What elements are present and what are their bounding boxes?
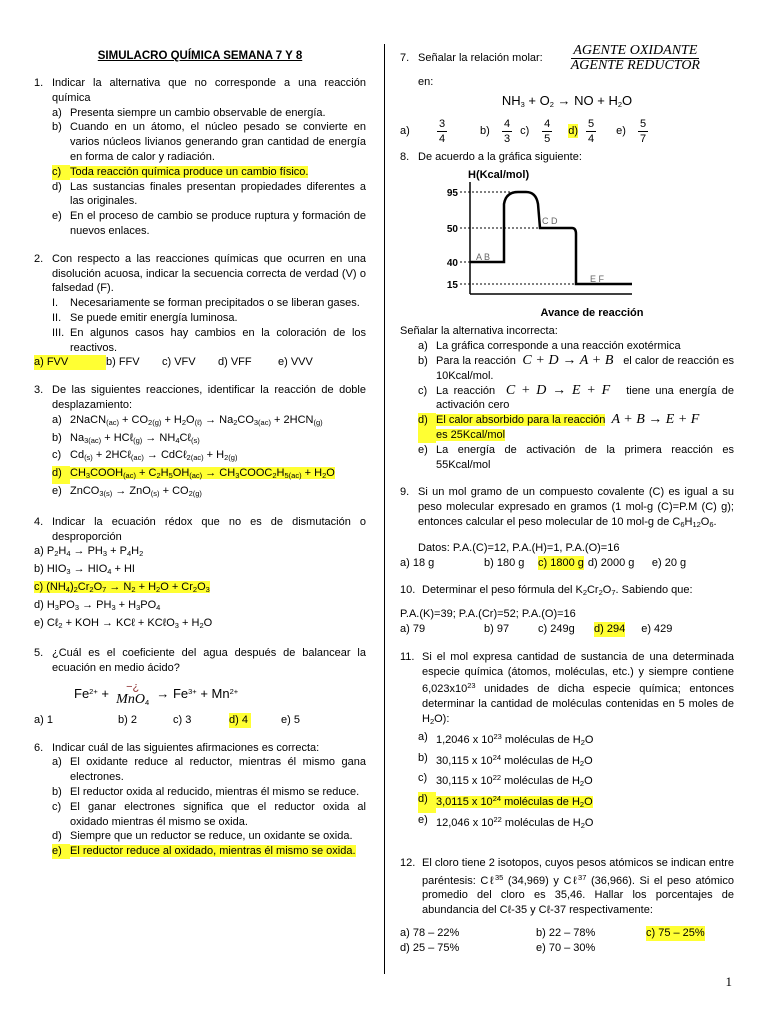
- question-11: 11. Si el mol expresa cantidad de sustancia de una determinada especie química (átomos, moléculas, etc.) y siempre contiene $6,023x10^{23}$ unidades de dicha especie química; entonces determinar la cantidad de moléculas contenidas en 5 moles de $H_2O$): a) 1,2046 x $10^{23}$ moléculas de $H_2O$ b) 30,115 x $10^{24}$ moléculas de $H_2O$ c) 30,115 x $10^{22}$ moléculas de $H_2O$ d) 3,0115 x $10^{24}$ moléculas de $H_2O$ e) 12,046 x $10^{22}$ moléculas de $H_2O$: [400, 650, 734, 834]
- option: e) 12,046 x $10^{22}$ moléculas de $H_2O$: [418, 813, 594, 830]
- option: c) La reacción C + D → E + F tiene una energía de activación cero: [418, 382, 734, 412]
- reaction: e) ZnCO$_{3(s)}$ → $ZnO_{(s)} + CO_{2(g)}$: [52, 484, 202, 498]
- option: d) Siempre que un reductor se reduce, un oxidante se oxida.: [52, 830, 353, 843]
- option-highlighted: d) El calor absorbido para la reacción A + B → E + F es 25Kcal/mol: [418, 412, 700, 441]
- statement: I. Necesariamente se forman precipitados o se liberan gases.: [52, 297, 360, 310]
- question-prompt: Señalar la alternativa incorrecta:: [400, 325, 558, 338]
- reaction: c) $Cd_{(s)}$ + 2HCℓ$_{(ac)}$ → CdCℓ$_{2(ac)}$ + $H_{2(g)}$: [52, 449, 238, 463]
- graph-xlabel: Avance de reacción: [540, 307, 644, 320]
- option: b) Cuando en un átomo, el núcleo pesado se convierte en varios núcleos livianos generando gran cantidad de energía en forma de calor y radiación.: [52, 121, 366, 163]
- option: a) 1,2046 x $10^{23}$ moléculas de $H_2O$: [418, 730, 594, 747]
- reaction: a) $P_2H_4 \to PH_3 + P_4H_2$: [34, 545, 144, 559]
- option: b) 30,115 x $10^{24}$ moléculas de $H_2O$: [418, 751, 593, 768]
- option: a) El oxidante reduce al reductor, mientras él mismo gana electrones.: [52, 756, 366, 784]
- question-3: 3. De las siguientes reacciones, identificar la reacción de doble desplazamiento: a) 2NaCN$_{(ac)}$ + $CO_{2(g)} + H_2O_{(\ell)} \to Na_2CO_{3(ac)} + 2HCN_{(g)}$ b) $Na_{3(ac)}$ + HCℓ$_{(g)}$ → $NH_4C\ell_{(s)}$ c) $Cd_{(s)}$ + 2HCℓ$_{(ac)}$ → CdCℓ$_{2(ac)}$ + $H_{2(g)}$ d) $CH_3COOH_{(ac)} + C_2H_5OH_{(ac)}$ → $CH_3COOC_2H_{5(ac)} + H_2O$ e) ZnCO$_{3(s)}$ → $ZnO_{(s)} + CO_{2(g)}$: [34, 383, 366, 502]
- reaction: d) $H_3PO_3 \to PH_3 + H_3PO_4$: [34, 598, 161, 612]
- reaction: b) $HIO_3 \to HIO_4$ + HI: [34, 563, 135, 577]
- answer-row: a) $\frac{3}{4}$ b) $\frac{4}{3}$ c) $\frac{4}{5}$ d) $\frac{5}{4}$ e) $\frac{5}{7}$: [400, 117, 647, 145]
- option-highlighted: d) 3,0115 x $10^{24}$ moléculas de $H_2O$: [418, 792, 734, 813]
- tick-15: 15: [446, 280, 458, 292]
- statement: II. Se puede emitir energía luminosa.: [52, 311, 238, 324]
- reaction-highlighted: d) $CH_3COOH_{(ac)} + C_2H_5OH_{(ac)}$ → $CH_3COOC_2H_{5(ac)} + H_2O$: [52, 466, 366, 484]
- reaction: b) $Na_{3(ac)}$ + HCℓ$_{(g)}$ → $NH_4C\ell_{(s)}$: [52, 431, 200, 445]
- answer-row: d) 25 – 75% e) 70 – 30%: [400, 941, 596, 954]
- question-7: 7. Señalar la relación molar: $\frac{\text{AGENTE OXIDANTE}}{\text{AGENTE REDUCTOR}}$ en: $NH_3 + O_2$ → NO + $H_2O$ a) $\frac{3}{4}$ b) $\frac{4}{3}$ c) $\frac{4}{5}$ d) $\frac{5}{4}$ e) $\frac{5}{7}$: [400, 44, 734, 146]
- reaction: $NH_3 + O_2$ → NO + $H_2O$: [501, 92, 633, 109]
- question-5: 5. ¿Cuál es el coeficiente del agua después de balancear la ecuación en medio ácido? $Fe^{2+}$ + −¿ $MnO_4 \to Fe^{3+} + Mn^{2+}$ a) 1 b) 2 c) 3 d) 4 e) 5: [34, 647, 366, 726]
- tick-40: 40: [446, 258, 458, 270]
- question-1: 1. Indicar la alternativa que no corresponde a una reacción química a) Presenta siempre un cambio observable de energía. b) Cuando en un átomo, el núcleo pesado se convierte en varios núcleos livianos generando gran cantidad de energía en forma de calor y radiación. c) Toda reacción química produce un cambio físico. d) Las sustancias finales presentan propiedades diferentes a las originales. e) En el proceso de cambio se produce ruptura y formación de nuevos enlaces.: [34, 77, 366, 237]
- energy-diagram: [422, 164, 722, 324]
- region-cd: C D: [542, 216, 558, 227]
- question-9: 9. Si un mol gramo de un compuesto covalente (C) es igual a su peso molecular expresado en gramos (1 mol-g (C)=P.M (C) g); entonces calcular el peso molecular de 10 mol-g de $C_6H_{12}O_6$. Datos: P.A.(C)=12, P.A.(H)=1, P.A.(O)=16 a) 18 g b) 180 g c) 1800 g d) 2000 g e) 20 g: [400, 486, 734, 569]
- molar-ratio: $\frac{\text{AGENTE OXIDANTE}}{\text{AGENTE REDUCTOR}}$: [570, 43, 700, 73]
- reaction: a) 2NaCN$_{(ac)}$ + $CO_{2(g)} + H_2O_{(\ell)} \to Na_2CO_{3(ac)} + 2HCN_{(g)}$: [52, 413, 323, 427]
- question-12: 12. El cloro tiene 2 isotopos, cuyos pesos atómicos se indican entre paréntesis: Cℓ$^{35}$ (34,969) y Cℓ$^{37}$ (36,966). Si el peso atómico promedio del cloro es 35,46. Hallar los porcentajes de abundancia del Cℓ-35 y Cℓ-37 respectivamente: a) 78 – 22% b) 22 – 78% c) 75 – 25% d) 25 – 75% e) 70 – 30%: [400, 856, 734, 954]
- answer-row: a) 18 g b) 180 g c) 1800 g d) 2000 g e) 20 g: [400, 556, 687, 569]
- region-ab: A B: [476, 252, 491, 263]
- option: a) La gráfica corresponde a una reacción exotérmica: [418, 340, 681, 353]
- statement: III. En algunos casos hay cambios en la coloración de los reactivos.: [52, 326, 366, 354]
- tick-95: 95: [446, 188, 458, 200]
- page-number: 1: [725, 974, 732, 989]
- tick-50: 50: [446, 224, 458, 236]
- right-column: [400, 44, 734, 968]
- option: b) Para la reacción C + D → A + B el calor de reacción es 10Kcal/mol.: [418, 352, 734, 382]
- answer-row: a) 1 b) 2 c) 3 d) 4 e) 5: [34, 713, 300, 726]
- reaction-curve: [470, 192, 632, 284]
- graph-ylabel: H(Kcal/mol): [468, 169, 530, 182]
- data-line: Datos: P.A.(C)=12, P.A.(H)=1, P.A.(O)=16: [418, 541, 620, 554]
- answer-row: a) FVV b) FFV c) VFV d) VFF e) VVV: [34, 356, 313, 369]
- option: c) El ganar electrones significa que el reductor oxida al oxidado mientras él mismo se oxida.: [52, 800, 366, 828]
- page-title: SIMULACRO QUÍMICA SEMANA 7 Y 8: [97, 50, 303, 62]
- question-2: 2. Con respecto a las reacciones químicas que ocurren en una disolución acuosa, indicar la secuencia correcta de verdad (V) o falsedad (F). I. Necesariamente se forman precipitados o se liberan gases. II. Se puede emitir energía luminosa. III. En algunos casos hay cambios en la coloración de los reactivos. a) FVV b) FFV c) VFV d) VFF e) VVV: [34, 252, 366, 369]
- option-highlighted: e) El reductor reduce al oxidado, mientras él mismo se oxida.: [52, 845, 356, 858]
- region-ef: E F: [590, 274, 605, 285]
- left-column: [34, 44, 366, 872]
- option: e) En el proceso de cambio se produce ruptura y formación de nuevos enlaces.: [52, 210, 366, 237]
- reaction: e) Cℓ$_2$ + KOH → KCℓ + KCℓO$_3$ + $H_2O$: [34, 616, 213, 630]
- answer-row: a) 78 – 22% b) 22 – 78% c) 75 – 25%: [400, 926, 705, 939]
- option: a) Presenta siempre un cambio observable de energía.: [52, 106, 326, 119]
- data-line: P.A.(K)=39; P.A.(Cr)=52; P.A.(O)=16: [400, 608, 576, 621]
- answer-row: a) 79 b) 97 c) 249g d) 294 e) 429: [400, 622, 673, 635]
- question-10: 10. Determinar el peso fórmula del $K_2Cr_2O_7$. Sabiendo que: P.A.(K)=39; P.A.(Cr)=52; P.A.(O)=16 a) 79 b) 97 c) 249g d) 294 e) 429: [400, 583, 734, 636]
- column-divider: [384, 44, 385, 974]
- question-8: 8. De acuerdo a la gráfica siguiente: H(Kcal/mol) 95 50 40 15 A B C D E F Avance de reacción Señalar la alternativa incorrecta: a) La gráfica corresponde a una reacción exotérmica b) Para la reacción C + D → A + B el calor de reacción es 10Kcal/mol. c) La reacción C + D → E + F tiene una energía de activación cero d) El calor absorbido para la reacción A + B → E + F es 25Kcal/mol e) La energía de activación de la primera reacción es 55Kcal/mol: [400, 150, 734, 471]
- question-6: 6. Indicar cuál de las siguientes afirmaciones es correcta: a) El oxidante reduce al reductor, mientras él mismo gana electrones. b) El reductor oxida al reducido, mientras él mismo se reduce. c) El ganar electrones significa que el reductor oxida al oxidado mientras él mismo se oxida. d) Siempre que un reductor se reduce, un oxidante se oxida. e) El reductor reduce al oxidado, mientras él mismo se oxida.: [34, 741, 366, 858]
- option: b) El reductor oxida al reducido, mientras él mismo se reduce.: [52, 786, 360, 799]
- option: d) Las sustancias finales presentan propiedades diferentes a las originales.: [52, 180, 366, 208]
- redox-equation: $Fe^{2+}$ + −¿ $MnO_4 \to Fe^{3+} + Mn^{2+}$: [74, 680, 239, 707]
- question-4: 4. Indicar la ecuación rédox que no es de dismutación o desproporción a) $P_2H_4 \to PH_3 + P_4H_2$ b) $HIO_3 \to HIO_4$ + HI c) $(NH_4)_2Cr_2O_7 \to N_2 + H_2O + Cr_2O_3$ d) $H_3PO_3 \to PH_3 + H_3PO_4$ e) Cℓ$_2$ + KOH → KCℓ + KCℓO$_3$ + $H_2O$: [34, 515, 366, 634]
- option-highlighted: c) Toda reacción química produce un cambio físico.: [52, 165, 309, 178]
- option: c) 30,115 x $10^{22}$ moléculas de $H_2O$: [418, 772, 593, 789]
- option: e) La energía de activación de la primera reacción es 55Kcal/mol: [418, 443, 734, 471]
- reaction-highlighted: c) $(NH_4)_2Cr_2O_7 \to N_2 + H_2O + Cr_2O_3$: [34, 580, 210, 594]
